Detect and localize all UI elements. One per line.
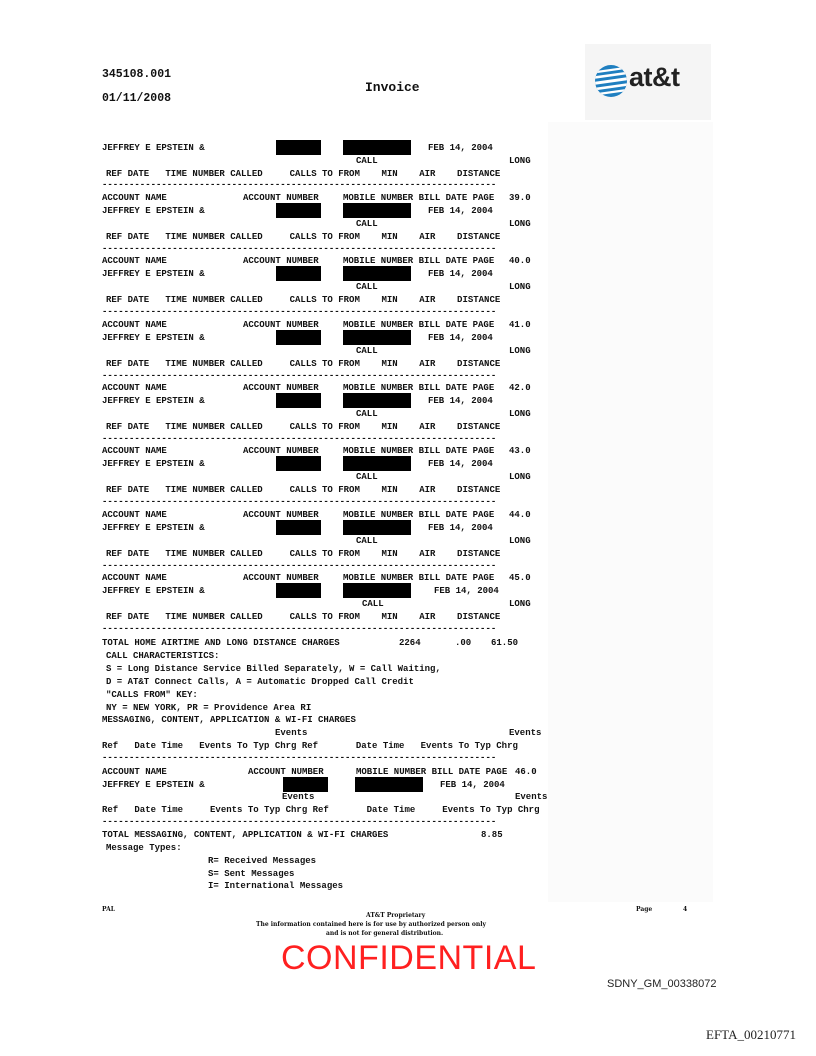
- redaction-box: [343, 583, 411, 598]
- dash-divider: -------------------------------------------------------------------------: [102, 307, 497, 317]
- bill-date: FEB 14, 2004: [434, 586, 499, 596]
- messaging-column-headers: Ref Date Time Events To Typ Chrg Ref Date Time Events To Typ Chrg: [102, 805, 540, 815]
- dash-divider: -------------------------------------------------------------------------: [102, 624, 497, 634]
- account-number-header: ACCOUNT NUMBER: [243, 383, 319, 393]
- redaction-box: [355, 777, 423, 792]
- account-number-header: ACCOUNT NUMBER: [243, 320, 319, 330]
- page-number: 39.0: [509, 193, 531, 203]
- redaction-box: [276, 393, 321, 408]
- dash-divider: -------------------------------------------------------------------------: [102, 817, 497, 827]
- document-number: 345108.001: [102, 68, 172, 81]
- account-number-header: ACCOUNT NUMBER: [243, 510, 319, 520]
- call-label: CALL: [356, 346, 378, 356]
- column-headers: REF DATE TIME NUMBER CALLED CALLS TO FROM MIN AIR DISTANCE: [106, 232, 501, 242]
- account-name-header: ACCOUNT NAME: [102, 193, 167, 203]
- characteristics-line: D = AT&T Connect Calls, A = Automatic Dropped Call Credit: [106, 677, 414, 687]
- account-name-value: JEFFREY E EPSTEIN &: [102, 459, 205, 469]
- proprietary-notice: and is not for general distribution.: [326, 930, 444, 937]
- redaction-box: [276, 203, 321, 218]
- bill-date: FEB 14, 2004: [440, 780, 505, 790]
- events-label-left: Events: [275, 728, 308, 738]
- bill-date: FEB 14, 2004: [428, 206, 493, 216]
- mobile-bill-page-header: MOBILE NUMBER BILL DATE PAGE: [343, 573, 495, 583]
- calls-from-key-title: "CALLS FROM" KEY:: [106, 690, 198, 700]
- bates-number: SDNY_GM_00338072: [607, 978, 717, 990]
- account-number-header: ACCOUNT NUMBER: [243, 256, 319, 266]
- att-logo: [585, 44, 711, 120]
- account-name-value: JEFFREY E EPSTEIN &: [102, 780, 205, 790]
- long-label: LONG: [509, 472, 531, 482]
- bill-date: FEB 14, 2004: [428, 396, 493, 406]
- dash-divider: -------------------------------------------------------------------------: [102, 561, 497, 571]
- mobile-bill-page-header: MOBILE NUMBER BILL DATE PAGE: [343, 446, 495, 456]
- column-headers: REF DATE TIME NUMBER CALLED CALLS TO FROM MIN AIR DISTANCE: [106, 295, 501, 305]
- page-number: 41.0: [509, 320, 531, 330]
- page-number: 44.0: [509, 510, 531, 520]
- column-headers: REF DATE TIME NUMBER CALLED CALLS TO FROM MIN AIR DISTANCE: [106, 169, 501, 179]
- proprietary-label: AT&T Proprietary: [366, 912, 426, 919]
- account-number-header: ACCOUNT NUMBER: [243, 446, 319, 456]
- account-name-value: JEFFREY E EPSTEIN &: [102, 269, 205, 279]
- mobile-bill-page-header: MOBILE NUMBER BILL DATE PAGE: [356, 767, 508, 777]
- mobile-bill-page-header: MOBILE NUMBER BILL DATE PAGE: [343, 383, 495, 393]
- account-name-header: ACCOUNT NAME: [102, 767, 167, 777]
- long-label: LONG: [509, 282, 531, 292]
- call-label: CALL: [362, 599, 384, 609]
- column-headers: REF DATE TIME NUMBER CALLED CALLS TO FROM MIN AIR DISTANCE: [106, 485, 501, 495]
- long-label: LONG: [509, 156, 531, 166]
- call-label: CALL: [356, 282, 378, 292]
- att-globe-icon: [594, 64, 628, 98]
- dash-divider: -------------------------------------------------------------------------: [102, 244, 497, 254]
- document-date: 01/11/2008: [102, 92, 172, 105]
- account-name-header: ACCOUNT NAME: [102, 320, 167, 330]
- long-label: LONG: [509, 346, 531, 356]
- long-label: LONG: [509, 536, 531, 546]
- page-number: 4: [683, 906, 688, 913]
- dash-divider: -------------------------------------------------------------------------: [102, 753, 497, 763]
- account-name-header: ACCOUNT NAME: [102, 446, 167, 456]
- account-name-value: JEFFREY E EPSTEIN &: [102, 396, 205, 406]
- total-home-airtime-label: TOTAL HOME AIRTIME AND LONG DISTANCE CHARGES: [102, 638, 340, 648]
- bill-date: FEB 14, 2004: [428, 143, 493, 153]
- dash-divider: -------------------------------------------------------------------------: [102, 497, 497, 507]
- footer-code: PAL: [102, 906, 115, 913]
- mobile-bill-page-header: MOBILE NUMBER BILL DATE PAGE: [343, 256, 495, 266]
- call-label: CALL: [356, 219, 378, 229]
- total-messaging-value: 8.85: [481, 830, 503, 840]
- redaction-box: [343, 266, 411, 281]
- account-number-header: ACCOUNT NUMBER: [243, 193, 319, 203]
- redaction-box: [276, 583, 321, 598]
- call-label: CALL: [356, 536, 378, 546]
- dash-divider: -------------------------------------------------------------------------: [102, 434, 497, 444]
- dash-divider: -------------------------------------------------------------------------: [102, 371, 497, 381]
- proprietary-notice: The information contained here is for use by authorized person only: [256, 921, 486, 928]
- mobile-bill-page-header: MOBILE NUMBER BILL DATE PAGE: [343, 510, 495, 520]
- column-headers: REF DATE TIME NUMBER CALLED CALLS TO FROM MIN AIR DISTANCE: [106, 612, 501, 622]
- page-number: 40.0: [509, 256, 531, 266]
- redaction-box: [343, 520, 411, 535]
- account-number-header: ACCOUNT NUMBER: [248, 767, 324, 777]
- column-headers: REF DATE TIME NUMBER CALLED CALLS TO FROM MIN AIR DISTANCE: [106, 549, 501, 559]
- redaction-box: [276, 140, 321, 155]
- message-type: R= Received Messages: [208, 856, 317, 866]
- efta-number: EFTA_00210771: [706, 1027, 796, 1042]
- bill-date: FEB 14, 2004: [428, 333, 493, 343]
- redaction-box: [276, 266, 321, 281]
- call-label: CALL: [356, 472, 378, 482]
- total-minutes: 2264: [399, 638, 421, 648]
- long-label: LONG: [509, 219, 531, 229]
- call-label: CALL: [356, 156, 378, 166]
- account-name-value: JEFFREY E EPSTEIN &: [102, 523, 205, 533]
- message-type: I= International Messages: [208, 881, 344, 891]
- column-headers: REF DATE TIME NUMBER CALLED CALLS TO FROM MIN AIR DISTANCE: [106, 359, 501, 369]
- events-label-left: Events: [282, 792, 315, 802]
- page-number: 45.0: [509, 573, 531, 583]
- long-label: LONG: [509, 409, 531, 419]
- dash-divider: -------------------------------------------------------------------------: [102, 180, 497, 190]
- account-name-header: ACCOUNT NAME: [102, 573, 167, 583]
- page-number: 42.0: [509, 383, 531, 393]
- bill-date: FEB 14, 2004: [428, 523, 493, 533]
- page-label: Page: [636, 906, 653, 913]
- account-name-header: ACCOUNT NAME: [102, 510, 167, 520]
- page-number: 46.0: [515, 767, 537, 777]
- mobile-bill-page-header: MOBILE NUMBER BILL DATE PAGE: [343, 193, 495, 203]
- logo-text: at&t: [629, 62, 680, 92]
- mobile-bill-page-header: MOBILE NUMBER BILL DATE PAGE: [343, 320, 495, 330]
- calls-from-key-line: NY = NEW YORK, PR = Providence Area RI: [106, 703, 312, 713]
- right-shaded-column: [548, 122, 713, 902]
- redaction-box: [343, 456, 411, 471]
- account-name-value: JEFFREY E EPSTEIN &: [102, 586, 205, 596]
- redaction-box: [343, 140, 411, 155]
- messaging-title: MESSAGING, CONTENT, APPLICATION & WI-FI CHARGES: [102, 715, 356, 725]
- column-headers: REF DATE TIME NUMBER CALLED CALLS TO FROM MIN AIR DISTANCE: [106, 422, 501, 432]
- account-name-value: JEFFREY E EPSTEIN &: [102, 143, 205, 153]
- redaction-box: [276, 456, 321, 471]
- call-characteristics-title: CALL CHARACTERISTICS:: [106, 651, 220, 661]
- redaction-box: [343, 393, 411, 408]
- account-name-value: JEFFREY E EPSTEIN &: [102, 333, 205, 343]
- page-number: 43.0: [509, 446, 531, 456]
- characteristics-line: S = Long Distance Service Billed Separately, W = Call Waiting,: [106, 664, 441, 674]
- events-label-right: Events: [515, 792, 548, 802]
- redaction-box: [276, 520, 321, 535]
- page-title: Invoice: [365, 80, 420, 95]
- total-air: .00: [455, 638, 472, 648]
- message-type: S= Sent Messages: [208, 869, 295, 879]
- redaction-box: [343, 203, 411, 218]
- redaction-box: [283, 777, 328, 792]
- redaction-box: [276, 330, 321, 345]
- long-label: LONG: [509, 599, 531, 609]
- total-distance: 61.50: [491, 638, 519, 648]
- confidential-stamp: CONFIDENTIAL: [281, 939, 537, 977]
- messaging-column-headers: Ref Date Time Events To Typ Chrg Ref Date Time Events To Typ Chrg: [102, 741, 518, 751]
- events-label-right: Events: [509, 728, 542, 738]
- account-name-header: ACCOUNT NAME: [102, 256, 167, 266]
- total-messaging-label: TOTAL MESSAGING, CONTENT, APPLICATION & WI-FI CHARGES: [102, 830, 389, 840]
- message-types-title: Message Types:: [106, 843, 182, 853]
- account-number-header: ACCOUNT NUMBER: [243, 573, 319, 583]
- redaction-box: [343, 330, 411, 345]
- account-name-value: JEFFREY E EPSTEIN &: [102, 206, 205, 216]
- call-label: CALL: [356, 409, 378, 419]
- bill-date: FEB 14, 2004: [428, 269, 493, 279]
- account-name-header: ACCOUNT NAME: [102, 383, 167, 393]
- bill-date: FEB 14, 2004: [428, 459, 493, 469]
